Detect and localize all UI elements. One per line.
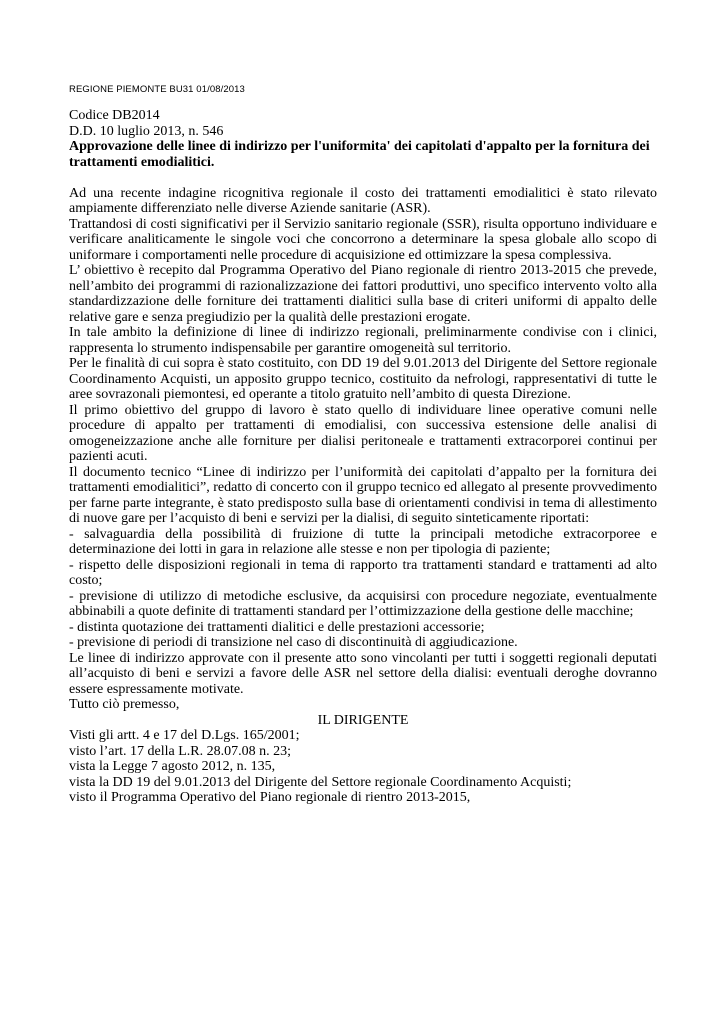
paragraph: Trattandosi di costi significativi per il Servizio sanitario regionale (SSR), risulta opportuno individuare e verificare analiticamente le singole voci che concorrono a determinare la spesa globale allo scopo di uniformare i comportamenti nelle procedure di acquisizione ed ottimizzare la spesa complessiva. — [69, 216, 657, 263]
list-item: - salvaguardia della possibilità di fruizione di tutte la principali metodiche extracorporee e determinazione dei lotti in gara in relazione alle stesse e non per tipologia di paziente; — [69, 526, 657, 557]
paragraph: Le linee di indirizzo approvate con il presente atto sono vincolanti per tutti i soggetti regionali deputati all’acquisto di beni e servizi a favore delle ASR nel settore della dialisi: eventuali deroghe dovranno essere espressamente motivate. — [69, 650, 657, 697]
document-code: Codice DB2014 — [69, 108, 160, 123]
document-body — [69, 108, 657, 806]
list-item: - rispetto delle disposizioni regionali in tema di rapporto tra trattamenti standard e trattamenti ad alto costo; — [69, 557, 657, 588]
paragraph: Ad una recente indagine ricognitiva regionale il costo dei trattamenti emodialitici è stato rilevato ampiamente differenziato nelle diverse Aziende sanitarie (ASR). — [69, 185, 657, 216]
running-header: REGIONE PIEMONTE BU31 01/08/2013 — [69, 84, 245, 95]
visto-line: vista la Legge 7 agosto 2012, n. 135, — [69, 759, 276, 774]
list-item: - previsione di periodi di transizione nel caso di discontinuità di aggiudicazione. — [69, 635, 518, 650]
list-item: - distinta quotazione dei trattamenti dialitici e delle prestazioni accessorie; — [69, 619, 485, 635]
paragraph: Tutto ciò premesso, — [69, 697, 180, 712]
section-heading: IL DIRIGENTE — [317, 712, 409, 728]
visto-line: visto l’art. 17 della L.R. 28.07.08 n. 23; — [69, 743, 292, 759]
paragraph: Il documento tecnico “Linee di indirizzo per l’uniformità dei capitolati d’appalto per la fornitura dei trattamenti emodialitici”, redatto di concerto con il gruppo tecnico ed allegato al presente provvedimento per farne parte integrante, è stato predisposto sulla base di orientamenti condivisi in tema di allestimento di nuove gare per l’acquisto di beni e servizi per la dialisi, di seguito sinteticamente riportati: — [69, 464, 657, 526]
decree-number: D.D. 10 luglio 2013, n. 546 — [69, 123, 224, 139]
document-title: Approvazione delle linee di indirizzo per l'uniformita' dei capitolati d'appalto per la fornitura dei trattamenti emodialitici. — [69, 139, 650, 170]
list-item: - previsione di utilizzo di metodiche esclusive, da acquisirsi con procedure negoziate, eventualmente abbinabili a quote definite di trattamenti standard per l’ottimizzazione della gestione delle macchine; — [69, 588, 657, 619]
spacer — [69, 170, 657, 186]
visto-line: visto il Programma Operativo del Piano regionale di rientro 2013-2015, — [69, 790, 471, 805]
paragraph: L’ obiettivo è recepito dal Programma Operativo del Piano regionale di rientro 2013-2015 che prevede, nell’ambito dei programmi di razionalizzazione dei fattori produttivi, uno specifico intervento volto alla standardizzazione delle forniture dei trattamenti dialitici sulla base di criteri uniformi di appalto delle relative gare e senza pregiudizio per la qualità delle prestazioni erogate. — [69, 263, 657, 325]
paragraph: In tale ambito la definizione di linee di indirizzo regionali, preliminarmente condivise con i clinici, rappresenta lo strumento indispensabile per garantire omogeneità sul territorio. — [69, 325, 657, 356]
visto-line: vista la DD 19 del 9.01.2013 del Dirigente del Settore regionale Coordinamento Acquisti; — [69, 774, 572, 790]
paragraph: Per le finalità di cui sopra è stato costituito, con DD 19 del 9.01.2013 del Dirigente del Settore regionale Coordinamento Acquisti, un apposito gruppo tecnico, costituito da nefrologi, rappresentativi di tutte le aree sovrazonali piemontesi, ed operante a titolo gratuito nell’ambito di questa Direzione. — [69, 356, 657, 402]
visto-line: Visti gli artt. 4 e 17 del D.Lgs. 165/2001; — [69, 728, 300, 743]
paragraph: Il primo obiettivo del gruppo di lavoro è stato quello di individuare linee operative comuni nelle procedure di appalto per trattamenti di emodialisi, con successiva estensione delle analisi di omogeneizzazione anche alle forniture per dialisi peritoneale e trattamenti extracorporei continui per pazienti acuti. — [69, 402, 657, 464]
